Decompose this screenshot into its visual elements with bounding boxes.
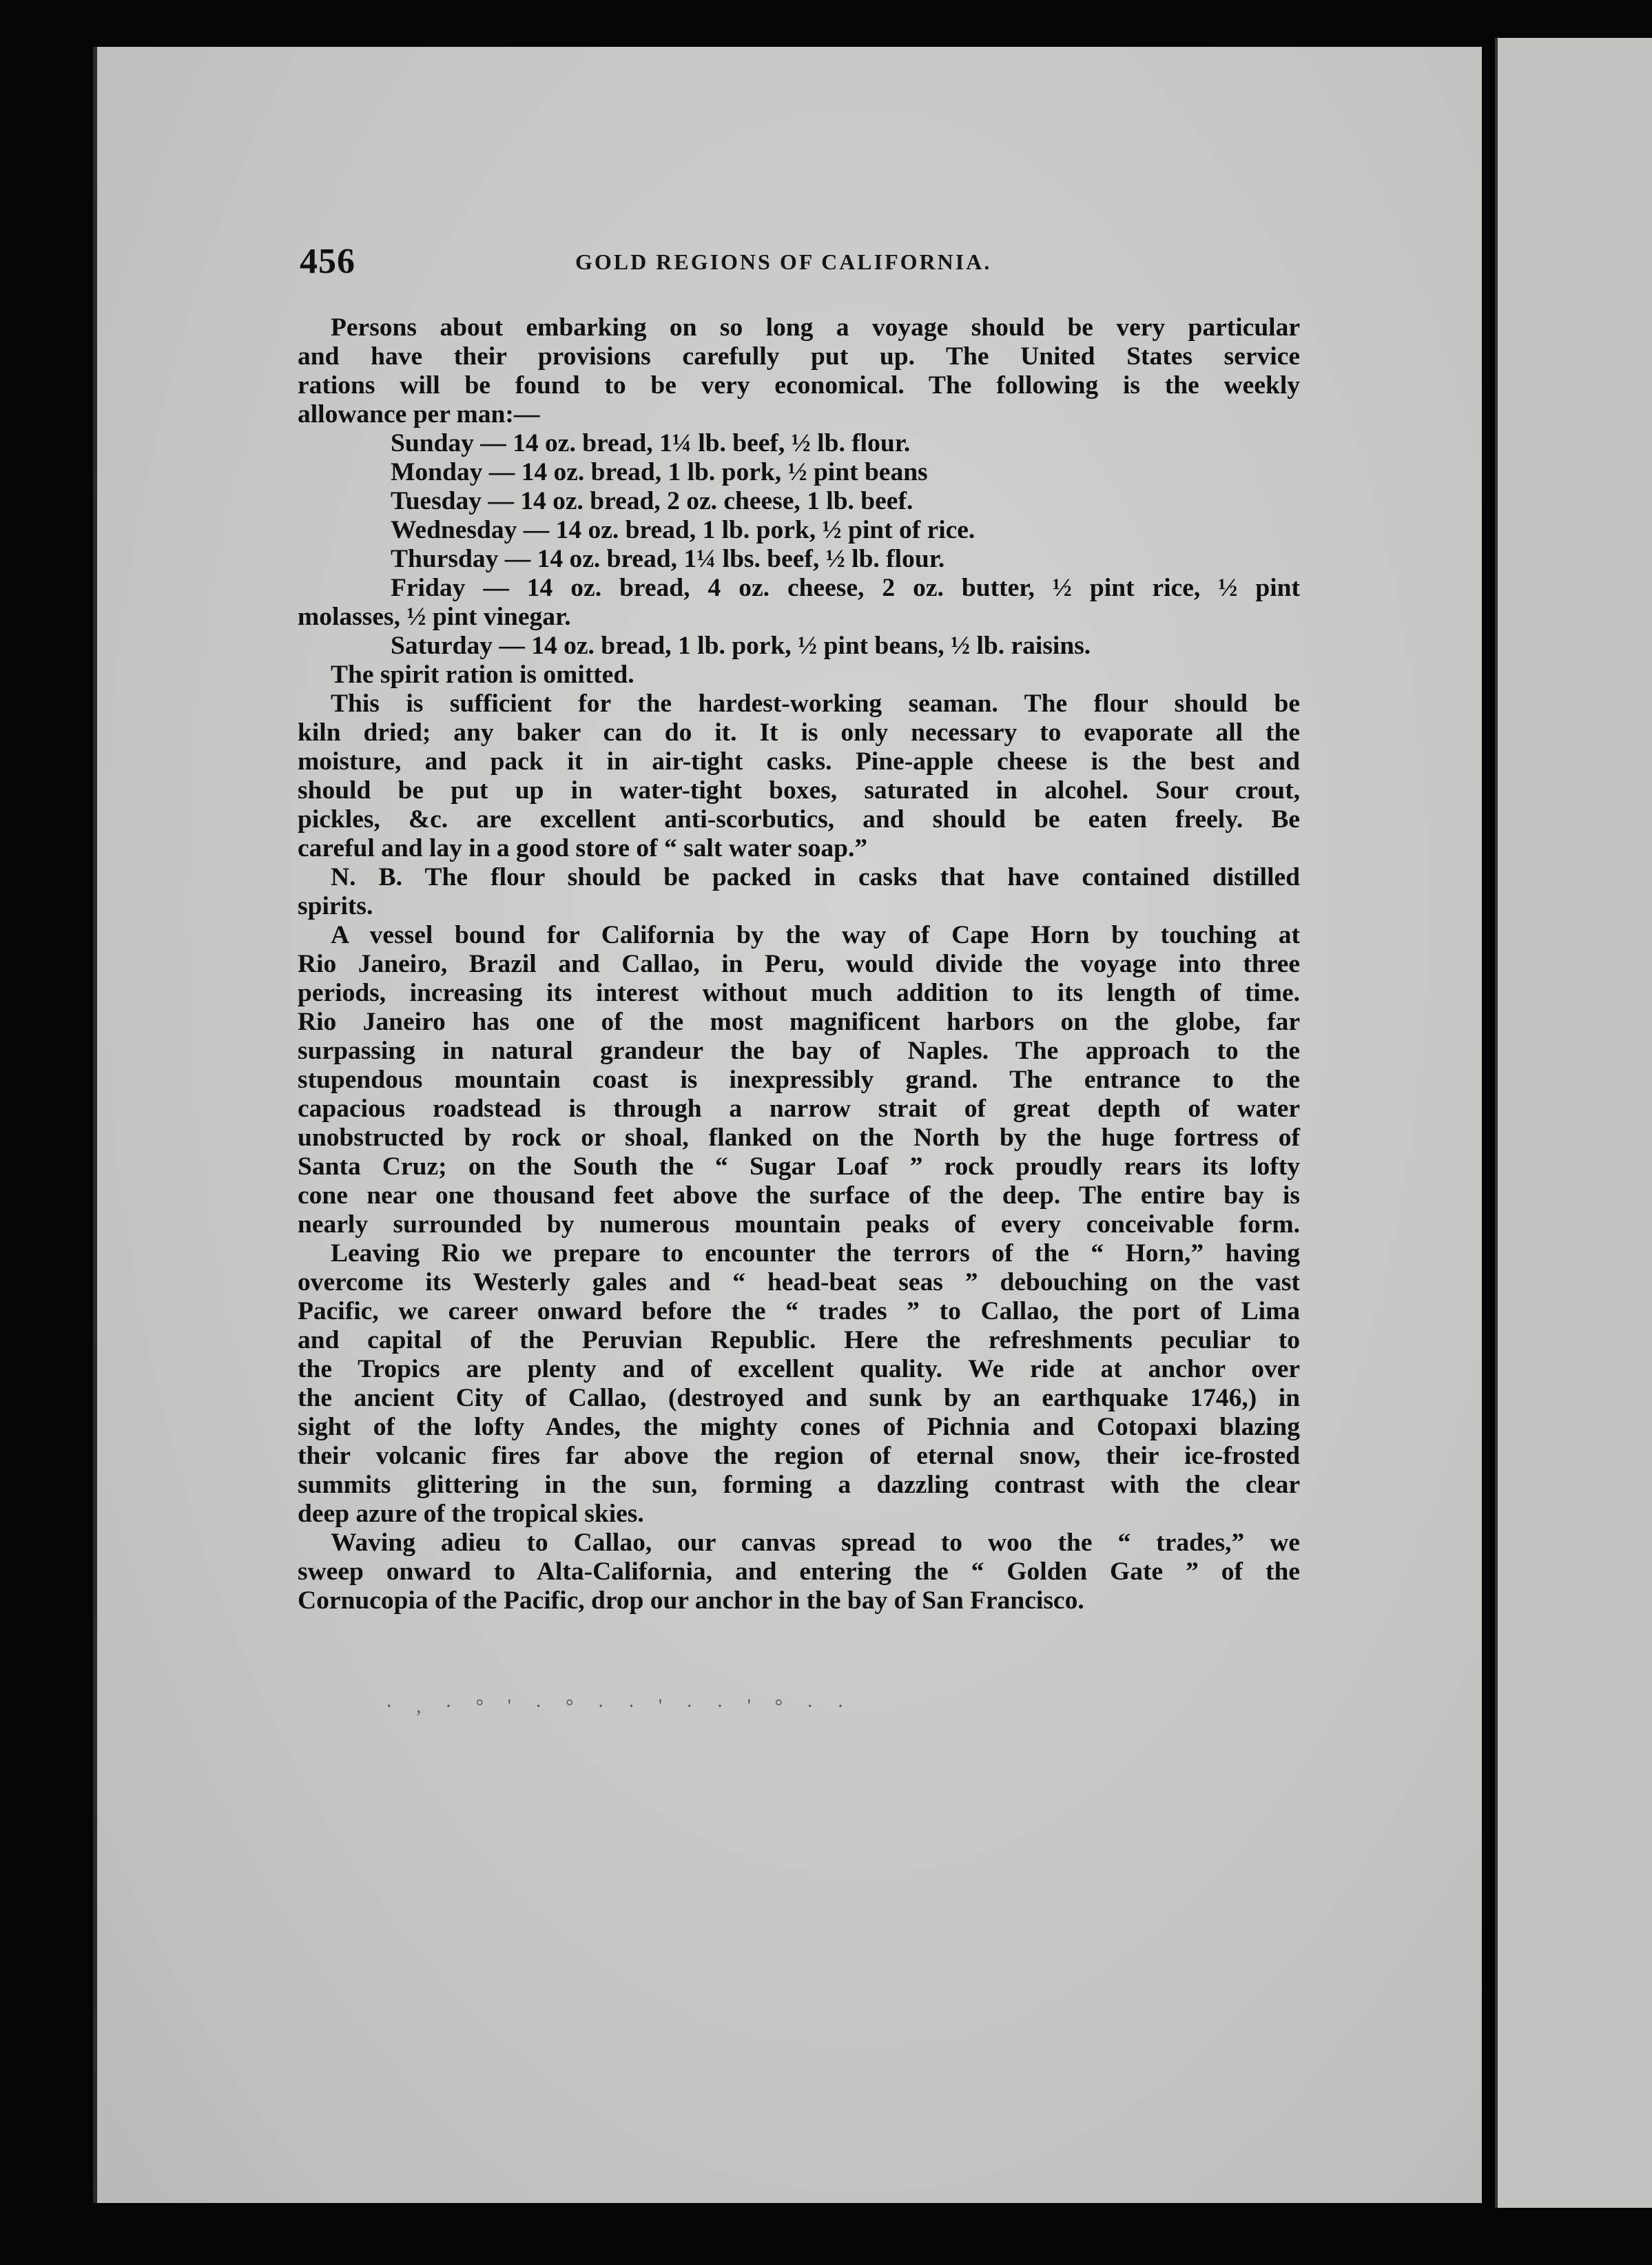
text-line: Leaving Rio we prepare to encounter the terrors of the “ Horn,” having: [331, 1239, 1300, 1268]
text-line: Waving adieu to Callao, our canvas spread to woo the “ trades,” we: [331, 1529, 1300, 1557]
text-line: surpassing in natural grandeur the bay of Naples. The approach to the: [298, 1037, 1300, 1065]
text-line: Monday — 14 oz. bread, 1 lb. pork, ½ pint beans: [391, 458, 928, 486]
text-line: Cornucopia of the Pacific, drop our anchor in the bay of San Francisco.: [298, 1586, 1084, 1615]
text-line: periods, increasing its interest without much addition to its length of time.: [298, 979, 1300, 1007]
text-line: deep azure of the tropical skies.: [298, 1500, 644, 1528]
text-line: rations will be found to be very economical. The following is the weekly: [298, 371, 1300, 400]
text-line: cone near one thousand feet above the surface of the deep. The entire bay is: [298, 1181, 1300, 1210]
text-line: unobstructed by rock or shoal, flanked on the North by the huge fortress of: [298, 1124, 1300, 1152]
text-line: allowance per man:—: [298, 400, 540, 428]
text-line: Tuesday — 14 oz. bread, 2 oz. cheese, 1 lb. beef.: [391, 487, 913, 515]
text-line: careful and lay in a good store of “ salt water soap.”: [298, 834, 868, 862]
text-line: pickles, &c. are excellent anti-scorbutics, and should be eaten freely. Be: [298, 805, 1300, 834]
body-text: [298, 313, 1300, 1615]
text-line: should be put up in water-tight boxes, saturated in alcohel. Sour crout,: [298, 776, 1300, 805]
text-line: and have their provisions carefully put up. The United States service: [298, 342, 1300, 371]
text-line: Santa Cruz; on the South the “ Sugar Loaf ” rock proudly rears its lofty: [298, 1152, 1300, 1181]
text-line: the Tropics are plenty and of excellent quality. We ride at anchor over: [298, 1355, 1300, 1383]
text-line: and capital of the Peruvian Republic. Here the refreshments peculiar to: [298, 1326, 1300, 1354]
text-line: nearly surrounded by numerous mountain peaks of every conceivable form.: [298, 1210, 1300, 1239]
page-header: [300, 241, 1299, 282]
text-line: molasses, ½ pint vinegar.: [298, 603, 571, 631]
text-line: Friday — 14 oz. bread, 4 oz. cheese, 2 oz. butter, ½ pint rice, ½ pint: [391, 574, 1300, 602]
text-line: Pacific, we career onward before the “ trades ” to Callao, the port of Lima: [298, 1297, 1300, 1325]
text-line: This is sufficient for the hardest-working seaman. The flour should be: [331, 690, 1300, 718]
text-line: stupendous mountain coast is inexpressibly grand. The entrance to the: [298, 1066, 1300, 1094]
text-line: spirits.: [298, 892, 373, 920]
facing-page-edge: [1495, 38, 1652, 2208]
text-line: Thursday — 14 oz. bread, 1¼ lbs. beef, ½ lb. flour.: [391, 545, 945, 573]
print-smudge: · , · ° ' · ° · · ' · · ' ° · ·: [386, 1696, 854, 1717]
text-line: the ancient City of Callao, (destroyed and sunk by an earthquake 1746,) in: [298, 1384, 1300, 1412]
text-line: Rio Janeiro, Brazil and Callao, in Peru, would divide the voyage into three: [298, 950, 1300, 978]
text-line: their volcanic fires far above the region of eternal snow, their ice-frosted: [298, 1442, 1300, 1470]
text-line: A vessel bound for California by the way of Cape Horn by touching at: [331, 921, 1300, 949]
text-line: overcome its Westerly gales and “ head-beat seas ” debouching on the vast: [298, 1268, 1300, 1296]
page-number: 456: [300, 242, 355, 281]
text-line: capacious roadstead is through a narrow strait of great depth of water: [298, 1095, 1300, 1123]
text-line: sight of the lofty Andes, the mighty cones of Pichnia and Cotopaxi blazing: [298, 1413, 1300, 1441]
text-line: Sunday — 14 oz. bread, 1¼ lb. beef, ½ lb. flour.: [391, 429, 911, 457]
text-line: Rio Janeiro has one of the most magnificent harbors on the globe, far: [298, 1008, 1300, 1036]
text-line: summits glittering in the sun, forming a dazzling contrast with the clear: [298, 1471, 1300, 1499]
text-line: moisture, and pack it in air-tight casks. Pine-apple cheese is the best and: [298, 747, 1300, 776]
text-line: Wednesday — 14 oz. bread, 1 lb. pork, ½ pint of rice.: [391, 516, 975, 544]
text-line: Persons about embarking on so long a voyage should be very particular: [331, 313, 1300, 342]
text-line: kiln dried; any baker can do it. It is only necessary to evaporate all the: [298, 718, 1300, 747]
running-title: GOLD REGIONS OF CALIFORNIA.: [575, 249, 992, 274]
text-line: The spirit ration is omitted.: [331, 661, 634, 689]
text-line: sweep onward to Alta-California, and entering the “ Golden Gate ” of the: [298, 1558, 1300, 1586]
text-line: Saturday — 14 oz. bread, 1 lb. pork, ½ pint beans, ½ lb. raisins.: [391, 632, 1091, 660]
text-line: N. B. The flour should be packed in casks that have contained distilled: [331, 863, 1300, 891]
